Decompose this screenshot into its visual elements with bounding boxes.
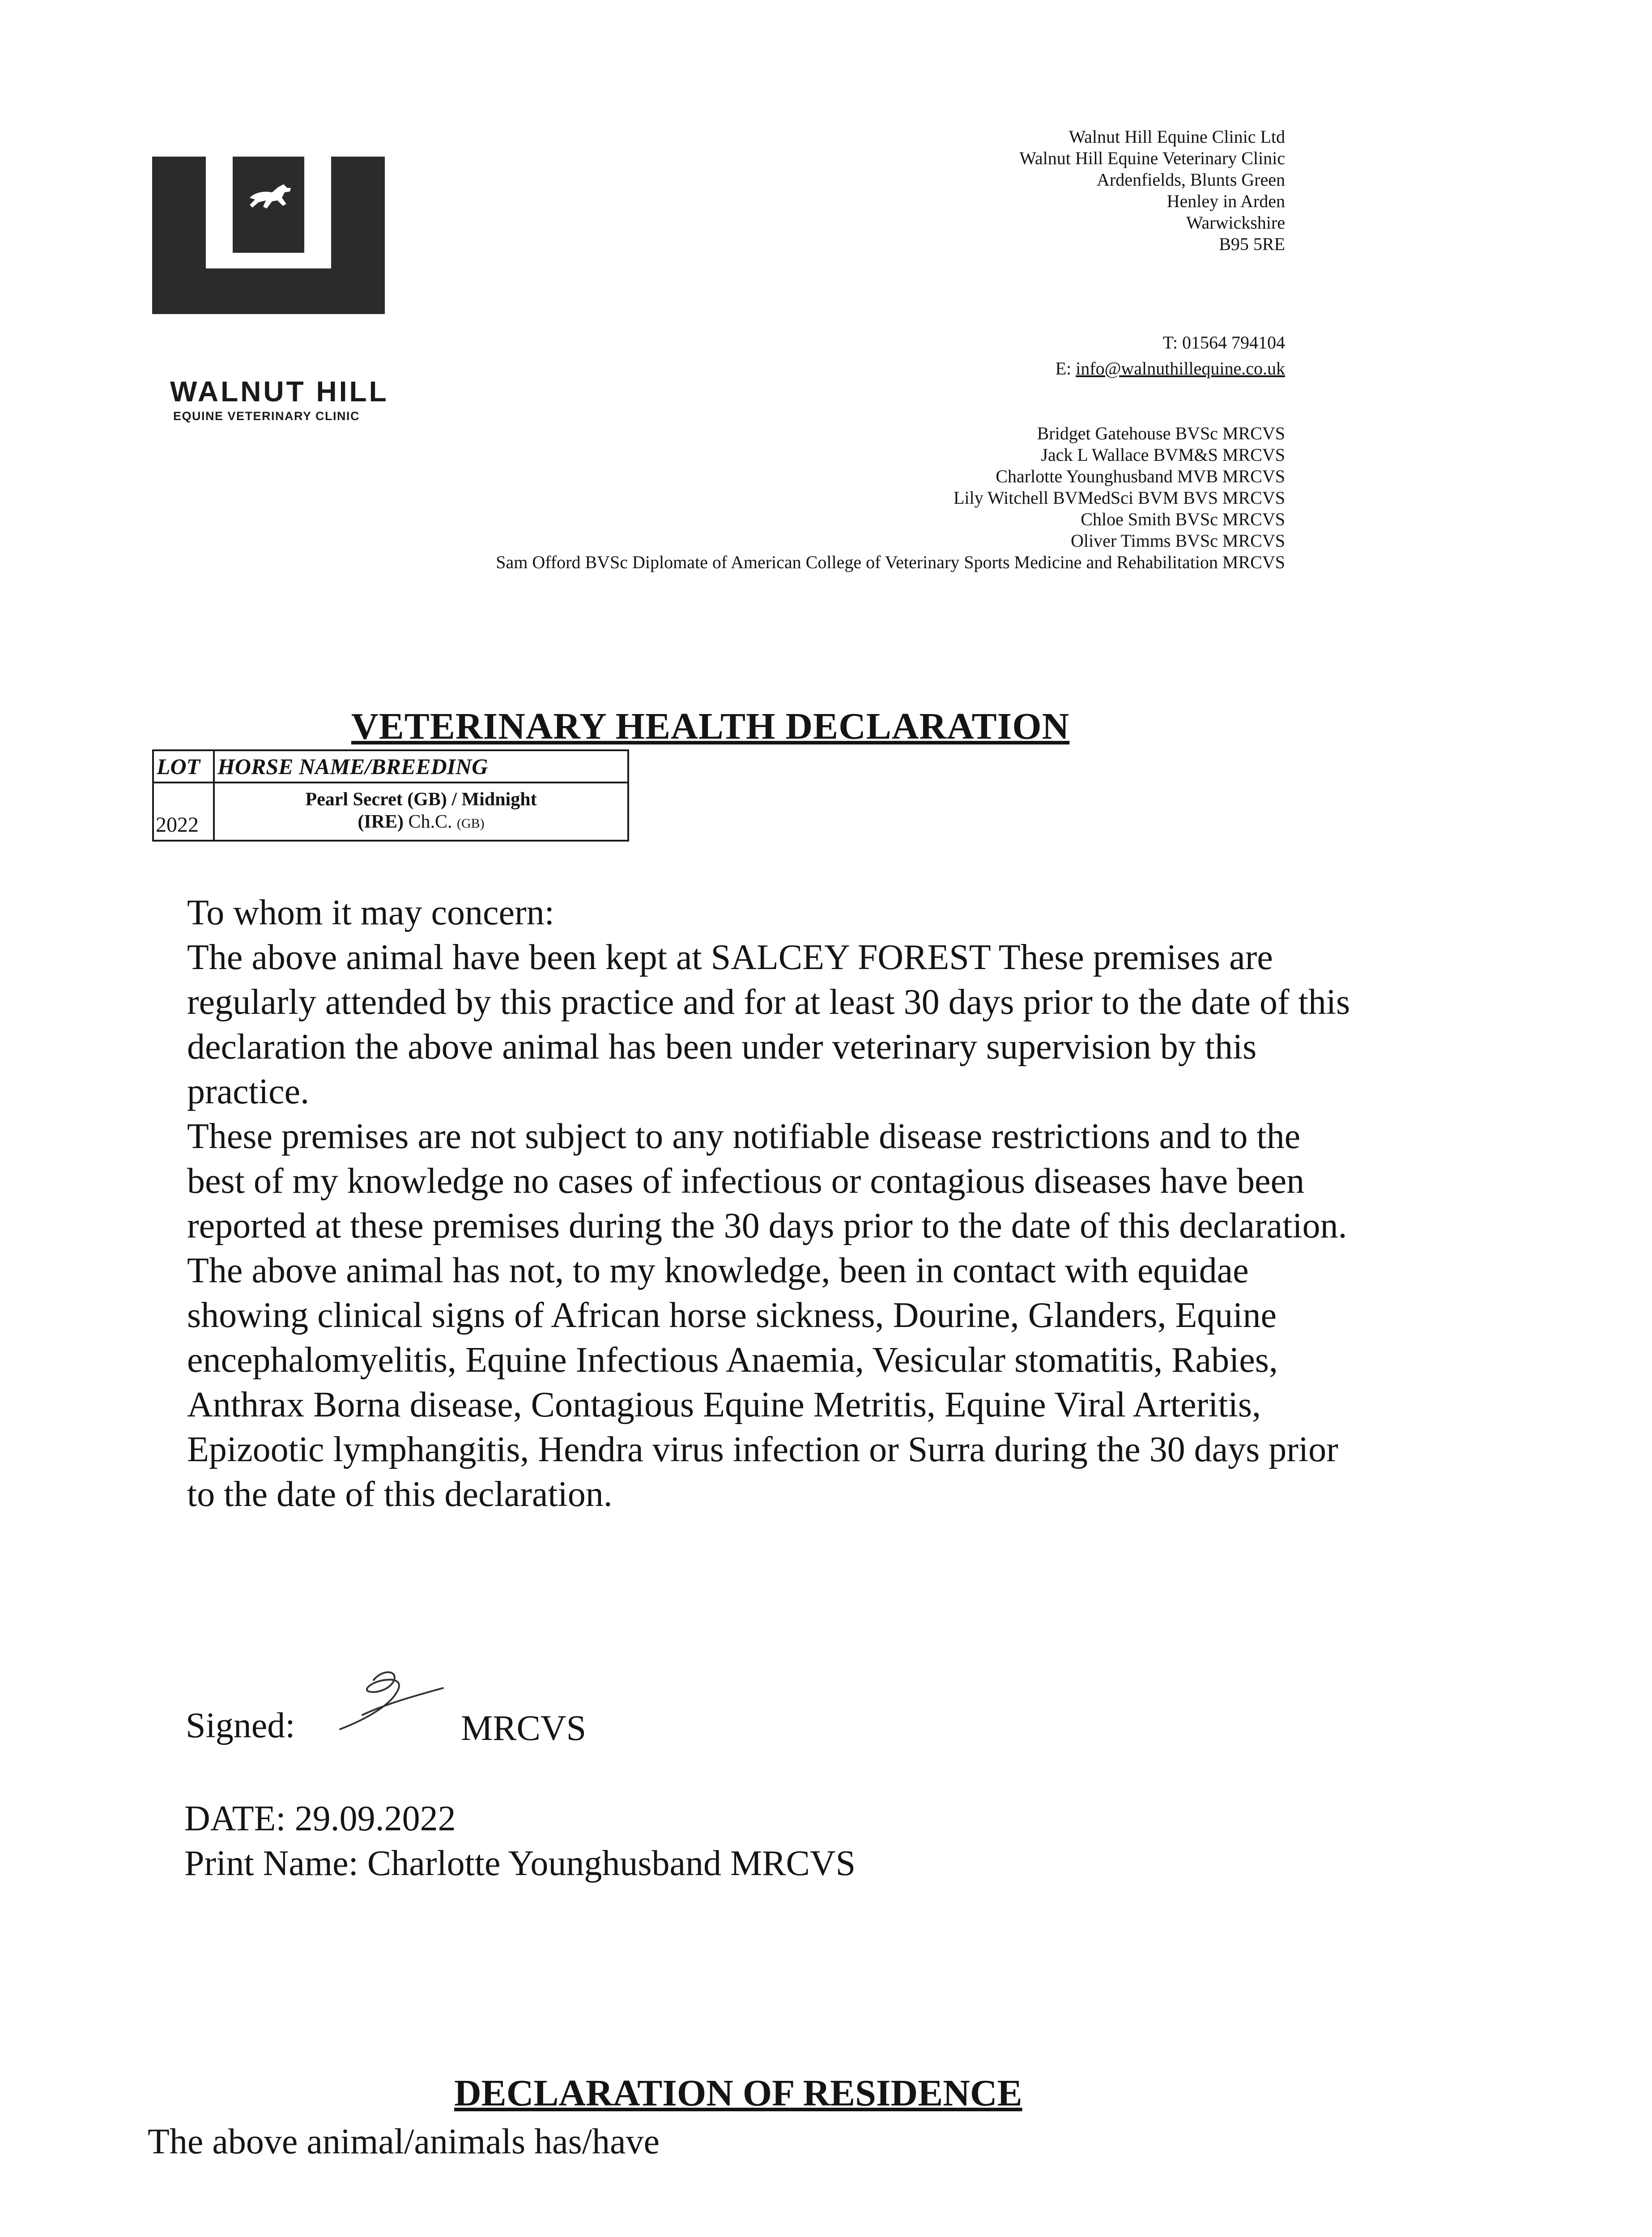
paragraph: To whom it may concern:: [187, 893, 554, 932]
phone: T: 01564 794104: [1162, 332, 1285, 353]
logo-cutout-left: [206, 157, 233, 268]
signature-scribble: [331, 1662, 452, 1738]
breeding-line: [215, 811, 627, 835]
table-row: [153, 783, 628, 841]
breeding-suffix: Ch.C.: [408, 812, 452, 832]
address-block: [1019, 126, 1285, 255]
email-line: [1056, 358, 1285, 379]
residence-title: DECLARATION OF RESIDENCE: [454, 2072, 1022, 2114]
signature-image: [331, 1662, 452, 1740]
lot-table: [152, 749, 629, 842]
breeding-country: (GB): [457, 816, 485, 831]
logo-subtitle: EQUINE VETERINARY CLINIC: [173, 409, 360, 423]
logo-cutout-right: [304, 157, 331, 268]
table-header-row: [153, 750, 628, 783]
vet-name: Chloe Smith BVSc MRCVS: [1081, 509, 1285, 529]
email-prefix: E:: [1055, 358, 1076, 379]
paragraph: These premises are not subject to any notifiable disease restrictions and to the best of my knowledge no cases of infectious or contagious diseases have been reported at these premises during the 30 days prior to the date of this declaration.: [187, 1117, 1347, 1246]
address-line: Walnut Hill Equine Clinic Ltd: [1069, 127, 1285, 147]
declaration-body: [187, 890, 1350, 1517]
paragraph: The above animal have been kept at SALCEY FOREST These premises are regularly attended by this practice and for at least 30 days prior to the date of this declaration the above animal has been under veterinary supervision by this practice.: [187, 938, 1350, 1111]
paragraph: The above animal has not, to my knowledge, been in contact with equidae showing clinical signs of African horse sickness, Dourine, Glanders, Equine encephalomyelitis, Equine Infectious Anaemia, Vesicular stomatitis, Rabies, Anthrax Borna disease, Contagious Equine Metritis, Equine Viral Arteritis, Epizootic lymphangitis, Hendra virus infection or Surra during the 30 days prior to the date of this declaration.: [187, 1251, 1338, 1514]
print-name: Print Name: Charlotte Younghusband MRCVS: [184, 1844, 856, 1883]
vet-name: Bridget Gatehouse BVSc MRCVS: [1037, 423, 1285, 443]
address-line: Warwickshire: [1186, 213, 1285, 233]
residence-text: The above animal/animals has/have: [148, 2122, 660, 2161]
address-line: Henley in Arden: [1167, 191, 1285, 211]
signed-suffix: MRCVS: [461, 1709, 587, 1748]
signed-label: Signed:: [186, 1706, 295, 1745]
declaration-date: DATE: 29.09.2022: [184, 1799, 456, 1838]
breeding-origin: (IRE): [358, 812, 404, 832]
vet-name: Lily Witchell BVMedSci BVM BVS MRCVS: [953, 488, 1285, 508]
logo-crossbar: [233, 253, 304, 268]
breeding-line: Pearl Secret (GB) / Midnight: [305, 789, 537, 810]
vet-name: Sam Offord BVSc Diplomate of American College of Veterinary Sports Medicine and Rehabilitation MRCVS: [496, 552, 1285, 572]
address-line: Ardenfields, Blunts Green: [1096, 170, 1285, 190]
address-line: B95 5RE: [1219, 234, 1285, 254]
vet-name: Jack L Wallace BVM&S MRCVS: [1041, 445, 1285, 465]
vet-name: Charlotte Younghusband MVB MRCVS: [996, 466, 1285, 486]
clinic-logo: [152, 157, 385, 314]
email-link[interactable]: info@walnuthillequine.co.uk: [1076, 358, 1285, 379]
col-header-horse: HORSE NAME/BREEDING: [214, 750, 628, 783]
horse-icon: [246, 174, 295, 219]
vet-list: [496, 423, 1285, 573]
address-line: Walnut Hill Equine Veterinary Clinic: [1019, 148, 1285, 168]
horse-breeding: [214, 783, 628, 841]
logo-name: WALNUT HILL: [170, 375, 389, 408]
vet-name: Oliver Timms BVSc MRCVS: [1070, 531, 1285, 551]
page-title: VETERINARY HEALTH DECLARATION: [351, 706, 1070, 747]
col-header-lot: LOT: [153, 750, 214, 783]
lot-number: 2022: [153, 783, 214, 841]
